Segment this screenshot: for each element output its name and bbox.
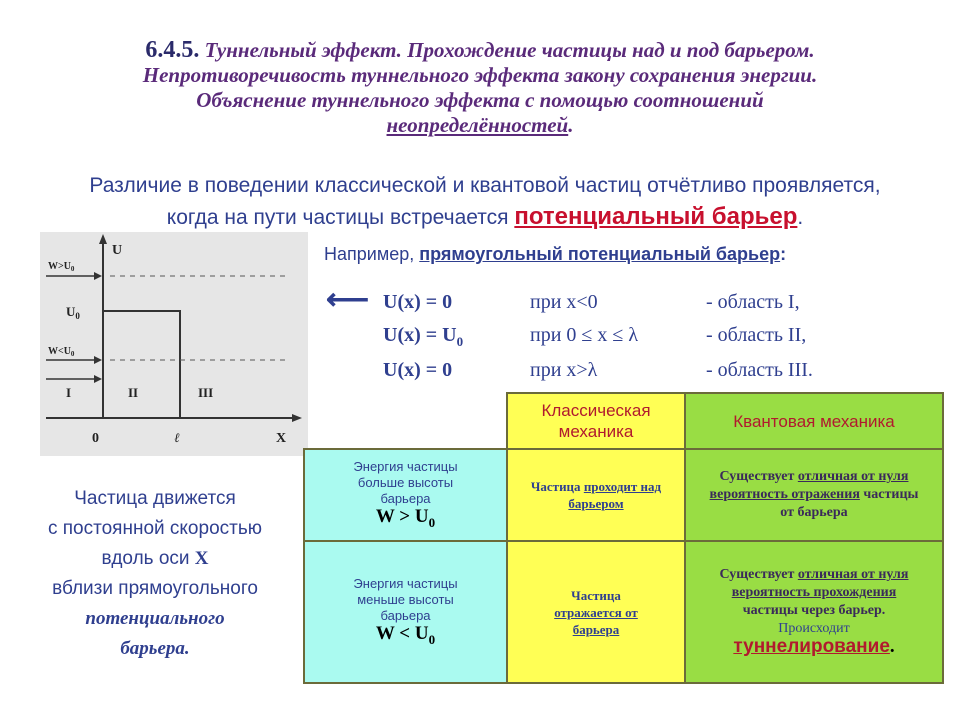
barrier-graph-svg xyxy=(40,232,308,456)
equation-3-region: - область III. xyxy=(706,359,813,381)
row-2-period: . xyxy=(889,636,895,657)
equation-1-region: - область I, xyxy=(706,291,800,313)
intro-line-1: Различие в поведении классической и квантовой частиц отчётливо проявляется, xyxy=(89,174,881,197)
row-1-quantum-a: Существует xyxy=(719,469,795,484)
example-prefix: Например, xyxy=(324,244,415,264)
example-colon: : xyxy=(780,244,787,264)
graph-u0-label: $U_0$ xyxy=(66,304,80,321)
row-1-quantum-c: частицы от барьера xyxy=(780,487,919,520)
row-2-head-text: Энергия частицы меньше высоты барьера xyxy=(353,576,458,624)
comparison-table xyxy=(303,392,944,684)
side-description xyxy=(6,484,304,664)
page-title xyxy=(30,38,930,138)
title-line-3: Объяснение туннельного эффекта с помощью соотношений xyxy=(196,88,764,112)
intro-period: . xyxy=(797,206,804,229)
rect-barrier-term: прямоугольный потенциальный барьер xyxy=(419,244,781,264)
title-line-2: Непротиворечивость туннельного эффекта закону сохранения энергии. xyxy=(142,63,818,87)
row-2-quantum-c: частицы через барьер. xyxy=(742,603,886,618)
row-2-classical-b: отражается от барьера xyxy=(554,604,638,637)
row-2-inequality: $W < U_0$ xyxy=(375,623,436,647)
equation-2-region: - область II, xyxy=(706,324,807,346)
section-number: 6.4.5. xyxy=(145,37,200,63)
title-line-1: Туннельный эффект. Прохождение частицы над и под барьером. xyxy=(204,38,815,62)
header-quantum: Квантовая механика xyxy=(685,393,943,449)
example-line xyxy=(324,244,786,265)
row-1-classical-b: проходит над барьером xyxy=(568,479,662,511)
equation-2-lhs: $U(x) = U_0$ xyxy=(383,324,464,349)
barrier-shape xyxy=(103,311,180,418)
equation-3-cond: при x>λ xyxy=(530,359,598,381)
side-line-3: вдоль оси xyxy=(101,548,190,569)
row-2-quantum-d: Происходит xyxy=(778,621,850,636)
row-1-inequality: $W > U_0$ xyxy=(375,506,436,530)
row-2-classical-a: Частица xyxy=(571,587,621,603)
graph-w-lt-label: $W<U_0$ xyxy=(48,346,75,358)
row-1-head-text: Энергия частицы больше высоты барьера xyxy=(353,459,458,507)
graph-region-iii: III xyxy=(198,385,214,400)
title-line-4: неопределённостей xyxy=(386,113,569,137)
row-2-header xyxy=(304,541,507,683)
equation-1-cond: при x<0 xyxy=(530,291,598,313)
title-period: . xyxy=(568,113,574,137)
side-line-4: вблизи прямоугольного xyxy=(52,578,258,599)
graph-region-i: I xyxy=(66,385,72,400)
barrier-graph xyxy=(40,232,308,456)
left-arrow-icon: ⟵ xyxy=(326,283,370,316)
row-2-classical xyxy=(507,541,685,683)
row-2-tunneling: туннелирование xyxy=(733,636,890,657)
side-axis-x: X xyxy=(194,548,209,569)
intro-line-2: когда на пути частицы встречается xyxy=(166,206,509,229)
row-1-classical-a: Частица xyxy=(530,479,581,494)
y-axis-arrow xyxy=(99,234,107,244)
row-2-quantum-b: отличная от нуля вероятность прохождения xyxy=(731,567,909,600)
graph-u-label: U xyxy=(112,243,123,258)
potential-barrier-term: потенциальный барьер xyxy=(514,203,798,230)
graph-region-ii: II xyxy=(128,385,139,400)
row-1-quantum-b: отличная от нуля вероятность отражения xyxy=(709,469,909,502)
intro-text xyxy=(20,170,950,233)
graph-x-label: X xyxy=(276,431,287,446)
equation-1-lhs: U(x) = 0 xyxy=(383,291,453,313)
row-2-quantum xyxy=(685,541,943,683)
w-gt-arrowhead xyxy=(94,272,102,280)
w-lt-arrowhead xyxy=(94,356,102,364)
row-1-header xyxy=(304,449,507,541)
graph-w-gt-label: $W>U_0$ xyxy=(48,261,75,273)
header-classical: Классическая механика xyxy=(507,393,685,449)
side-line-5: потенциального xyxy=(85,608,225,629)
graph-lambda: ℓ xyxy=(174,430,180,445)
region-i-arrowhead xyxy=(94,375,102,383)
graph-origin: 0 xyxy=(92,431,99,446)
side-line-6: барьера. xyxy=(120,638,190,659)
side-line-2: с постоянной скоростью xyxy=(47,518,262,539)
equation-2-cond: при 0 ≤ x ≤ λ xyxy=(530,324,639,346)
table-corner xyxy=(304,393,507,449)
row-1-classical xyxy=(507,449,685,541)
x-axis-arrow xyxy=(292,414,302,422)
row-1-quantum xyxy=(685,449,943,541)
equation-3-lhs: U(x) = 0 xyxy=(383,359,453,381)
side-line-1: Частица движется xyxy=(74,488,236,509)
row-2-quantum-a: Существует xyxy=(719,567,795,582)
